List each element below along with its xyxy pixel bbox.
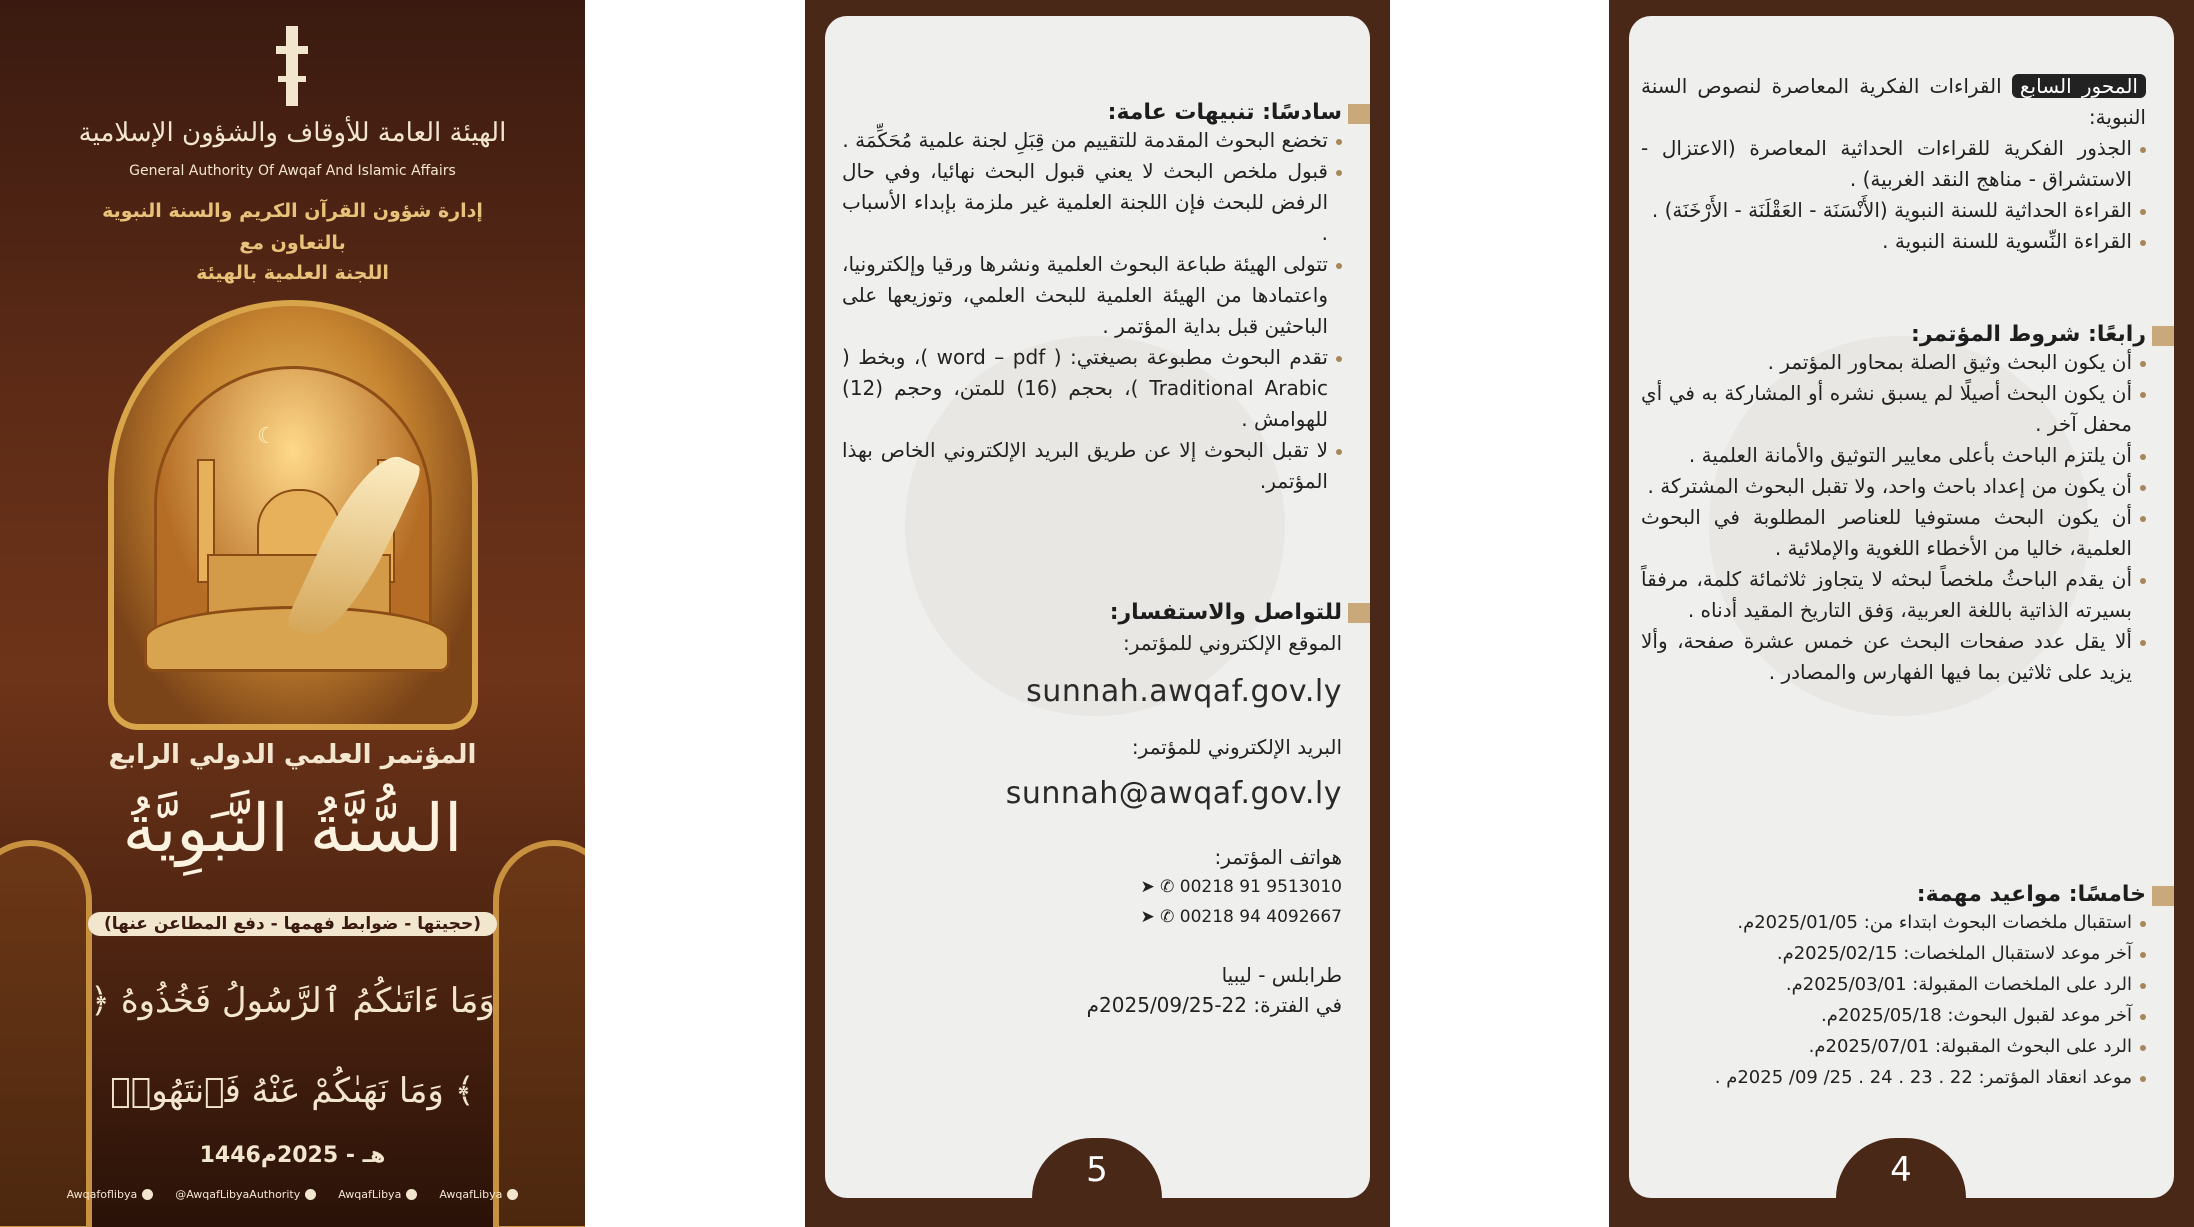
page-5-card — [825, 16, 1370, 1198]
dates-list — [1641, 907, 2146, 1093]
dept-line-2: بالتعاون مع — [239, 232, 346, 254]
list-item: تتولى الهيئة طباعة البحوث العلمية ونشرها ورقيا وإلكترونيا، واعتمادها من الهيئة العلمية للبحث العلمي، وتوزيعها على الباحثين قبل بداية المؤتمر . — [842, 249, 1342, 342]
list-item: أن يكون البحث مستوفيا للعناصر المطلوبة في البحوث العلمية، خاليا من الأخطاء اللغوية والإملائية . — [1641, 502, 2146, 564]
list-item: القراءة النِّسوية للسنة النبوية . — [1641, 226, 2146, 257]
axis7-list — [1641, 133, 2146, 257]
list-item: أن يلتزم الباحث بأعلى معايير التوثيق والأمانة العلمية . — [1641, 440, 2146, 471]
mosque-arch-illustration — [108, 300, 478, 730]
notices-section — [842, 100, 1342, 497]
list-item: قبول ملخص البحث لا يعني قبول البحث نهائيا، وفي حال الرفض للبحث فإن اللجنة العلمية غير ملزمة بإبداء الأسباب . — [842, 156, 1342, 249]
list-item: أن يقدم الباحثُ ملخصاً لبحثه لا يتجاوز ثلاثمائة كلمة، مرفقاً بسيرته الذاتية باللغة العربية، وَفق التاريخ المقيد أدناه . — [1641, 564, 2146, 626]
conference-title: السُّنَّةُ النَّبَوِيَّةُ — [122, 790, 463, 867]
list-item: تخضع البحوث المقدمة للتقييم من قِبَلِ لجنة علمية مُحَكِّمَة . — [842, 125, 1342, 156]
dept-line-1: إدارة شؤون القرآن الكريم والسنة النبوية — [102, 200, 483, 222]
org-name-en: General Authority Of Awqaf And Islamic Affairs — [129, 163, 456, 179]
list-item: أن يكون البحث أصيلًا لم يسبق نشره أو المشاركة به في أي محفل آخر . — [1641, 378, 2146, 440]
list-item: أن يكون البحث وثيق الصلة بمحاور المؤتمر . — [1641, 347, 2146, 378]
conference-subtitle: (حجيتها - ضوابط فهمها - دفع المطاعن عنها) — [0, 912, 585, 936]
list-item: الرد على البحوث المقبولة: 2025/07/01م. — [1641, 1031, 2146, 1062]
dept-line-3: اللجنة العلمية بالهيئة — [196, 262, 389, 284]
whatsapp-icon: ✆ — [1160, 877, 1175, 897]
list-item: ألا يقل عدد صفحات البحث عن خمس عشرة صفحة، وألا يزيد على ثلاثين بما فيها الفهارس والمصادر . — [1641, 626, 2146, 688]
period: في الفترة: 22-2025/09/25م — [1086, 993, 1342, 1017]
notices-heading: سادسًا: تنبيهات عامة: — [1107, 100, 1342, 125]
list-item: لا تقبل البحوث إلا عن طريق البريد الإلكتروني الخاص بهذا المؤتمر. — [842, 435, 1342, 497]
axis7-label: المحور السابع — [2012, 74, 2146, 98]
website-label: الموقع الإلكتروني للمؤتمر: — [1122, 631, 1342, 655]
whatsapp-icon: ✆ — [1160, 907, 1175, 927]
list-item: استقبال ملخصات البحوث ابتداء من: 2025/01/05م. — [1641, 907, 2146, 938]
phones-label: هواتف المؤتمر: — [1214, 845, 1342, 869]
social-link-facebook[interactable]: AwqafLibya — [439, 1188, 518, 1201]
section-marker — [2152, 886, 2174, 906]
conditions-list — [1641, 347, 2146, 688]
telegram-icon — [406, 1189, 417, 1200]
list-item: أن يكون من إعداد باحث واحد، ولا تقبل البحوث المشتركة . — [1641, 471, 2146, 502]
conditions-section — [1641, 322, 2146, 688]
social-link-telegram[interactable]: AwqafLibya — [338, 1188, 417, 1201]
page-4-card — [1629, 16, 2174, 1198]
conference-name: المؤتمر العلمي الدولي الرابع — [108, 740, 477, 770]
youtube-icon — [305, 1189, 316, 1200]
list-item: موعد انعقاد المؤتمر: 22 . 23 . 24 . 25/ 09/ 2025م . — [1641, 1062, 2146, 1093]
conditions-heading: رابعًا: شروط المؤتمر: — [1911, 322, 2146, 347]
dates-heading: خامسًا: مواعيد مهمة: — [1916, 882, 2146, 907]
telegram-icon: ➤ — [1140, 877, 1155, 897]
page-number: 5 — [1032, 1138, 1162, 1198]
list-item: القراءة الحداثية للسنة النبوية (الأَنْسَنَة - العَقْلَنَة - الأَرْخَنَة) . — [1641, 195, 2146, 226]
location: طرابلس - ليبيا — [1221, 963, 1342, 987]
section-marker — [1348, 603, 1370, 623]
website-link[interactable]: sunnah.awqaf.gov.ly — [1026, 674, 1342, 709]
social-link-youtube[interactable]: @AwqafLibyaAuthority — [175, 1188, 316, 1201]
axis7-section — [1641, 71, 2146, 257]
email-link[interactable]: sunnah@awqaf.gov.ly — [1005, 776, 1342, 811]
social-links — [0, 1188, 585, 1201]
phone-number: ➤ ✆ 00218 94 4092667 — [1140, 907, 1342, 927]
email-label: البريد الإلكتروني للمؤتمر: — [1131, 735, 1342, 759]
logo-icon — [272, 26, 312, 106]
social-link-twitter[interactable]: Awqafoflibya — [67, 1188, 154, 1201]
crescent-icon: ☾ — [257, 424, 277, 449]
verse-line-1: ﴿ وَمَا ءَاتَىٰكُمُ ٱلرَّسُولُ فَخُذُوهُ — [90, 981, 495, 1021]
section-marker — [2152, 326, 2174, 346]
dates-section — [1641, 882, 2146, 1093]
cover-panel — [0, 0, 585, 1227]
telegram-icon: ➤ — [1140, 907, 1155, 927]
list-item: الجذور الفكرية للقراءات الحداثية المعاصرة (الاعتزال - الاستشراق - مناهج النقد الغربية) . — [1641, 133, 2146, 195]
section-marker — [1348, 104, 1370, 124]
facebook-icon — [507, 1189, 518, 1200]
axis7-title: القراءات الفكرية المعاصرة لنصوص السنة النبوية: — [1641, 74, 2146, 129]
right-arch-decoration — [493, 840, 585, 1227]
list-item: تقدم البحوث مطبوعة بصيغتي: ( word – pdf )، وبخط ( Traditional Arabic )، بحجم (16) للمتن، وحجم (12) للهوامش . — [842, 342, 1342, 435]
page-4-panel — [1609, 0, 2194, 1227]
phone-number: ➤ ✆ 00218 91 9513010 — [1140, 877, 1342, 897]
list-item: الرد على الملخصات المقبولة: 2025/03/01م. — [1641, 969, 2146, 1000]
notices-list — [842, 125, 1342, 497]
page-5-panel — [805, 0, 1390, 1227]
verse-line-2: وَمَا نَهَىٰكُمْ عَنْهُ فَٱنتَهُوا۟ ﴾ — [110, 1071, 475, 1111]
list-item: آخر موعد لاستقبال الملخصات: 2025/02/15م. — [1641, 938, 2146, 969]
twitter-icon — [142, 1189, 153, 1200]
left-arch-decoration — [0, 840, 92, 1227]
page-number: 4 — [1836, 1138, 1966, 1198]
list-item: آخر موعد لقبول البحوث: 2025/05/18م. — [1641, 1000, 2146, 1031]
cover-year: 1446هـ - 2025م — [199, 1143, 386, 1168]
org-name-ar: الهيئة العامة للأوقاف والشؤون الإسلامية — [78, 118, 507, 148]
contact-heading: للتواصل والاستفسار: — [1109, 600, 1342, 625]
contact-section — [842, 598, 1342, 1020]
